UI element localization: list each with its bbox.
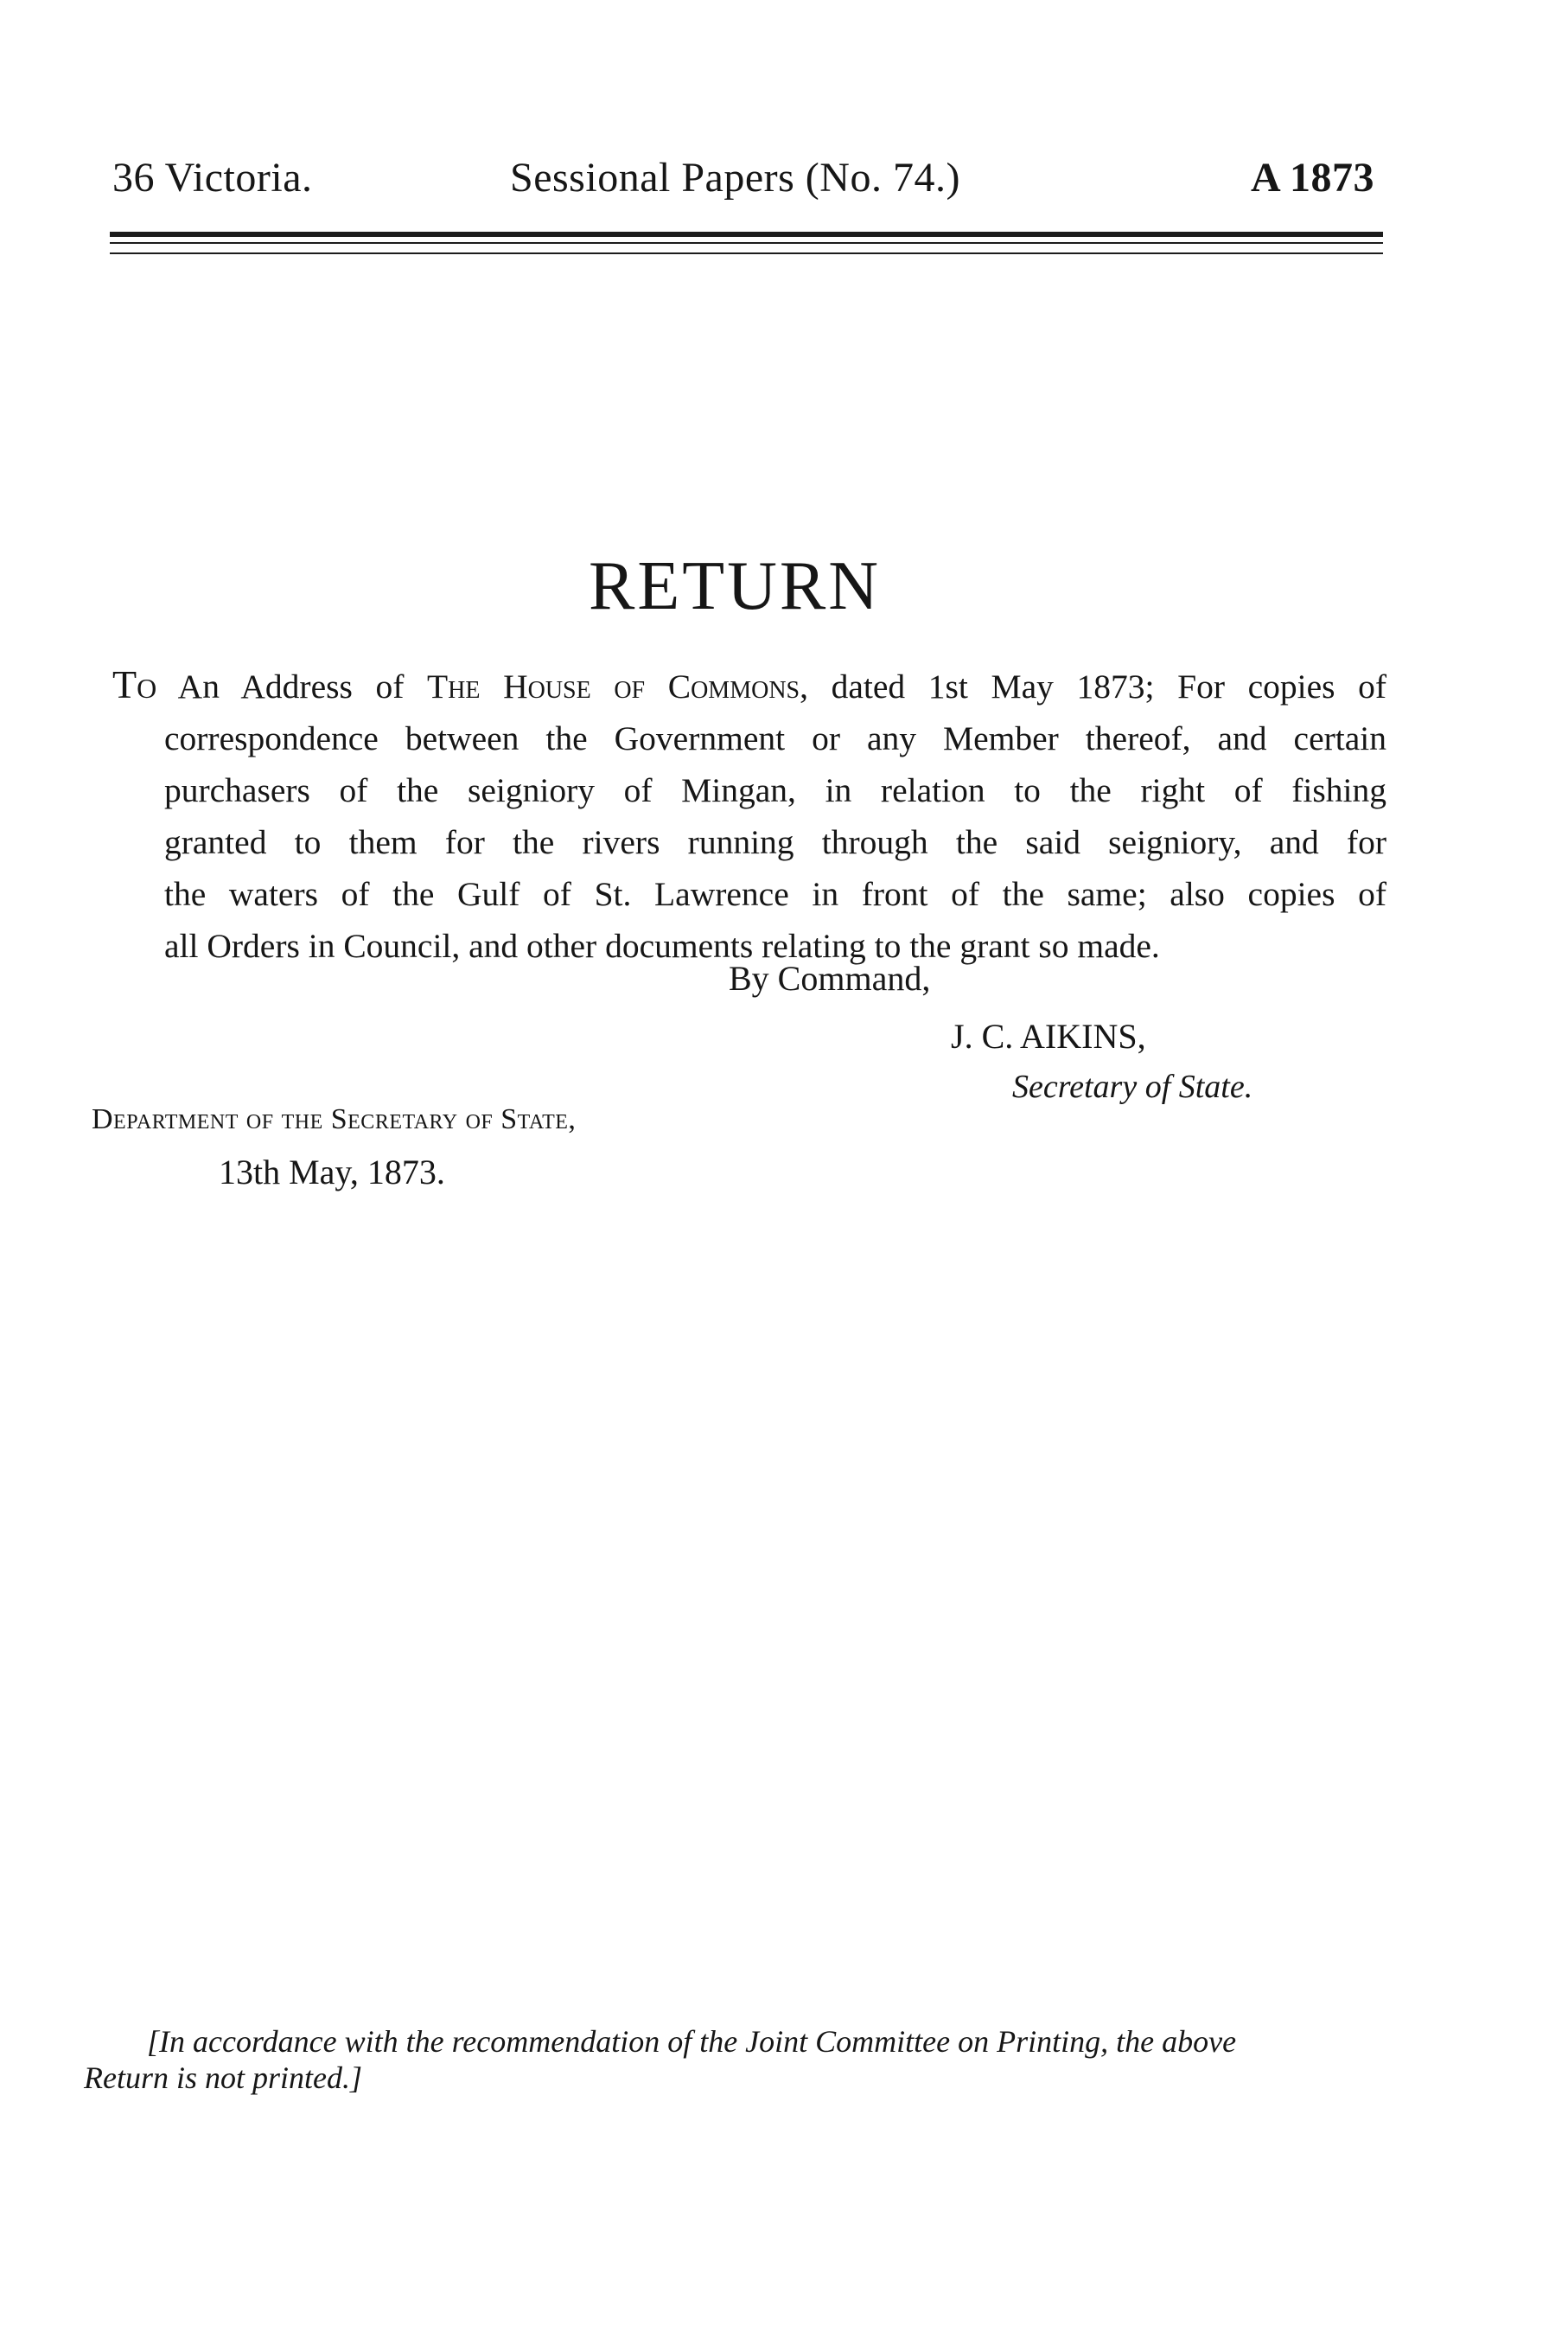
page-title: RETURN [589, 548, 881, 624]
address-line-2: correspondence between the Government or any Member thereof, and certain [164, 719, 1386, 757]
address-line-6: all Orders in Council, and other documents relating to the grant so made. [164, 927, 1160, 965]
footnote-line-1: [In accordance with the recommendation of the Joint Committee on Printing, the above [147, 2024, 1237, 2059]
header-rule-thick [110, 232, 1383, 237]
department-name: Department of the Secretary of State, [92, 1103, 577, 1135]
header-session: 36 Victoria. [112, 155, 313, 201]
address-intro: An Address of [177, 668, 405, 706]
address-line-1 [112, 659, 1386, 712]
signer-title: Secretary of State. [1012, 1069, 1253, 1105]
header-rule-thin-lower [110, 252, 1383, 254]
address-line-5: the waters of the Gulf of St. Lawrence in front of the same; also copies of [164, 875, 1386, 913]
signer-name: J. C. AIKINS, [951, 1017, 1146, 1056]
department-date: 13th May, 1873. [219, 1153, 445, 1191]
header-rule-thin [110, 242, 1383, 244]
by-command: By Command, [729, 959, 931, 998]
address-line-4: granted to them for the rivers running through the said seigniory, and for [164, 823, 1386, 861]
address-line-3: purchasers of the seigniory of Mingan, in relation to the right of fishing [164, 771, 1386, 809]
header-sessional-papers: Sessional Papers (No. 74.) [510, 155, 960, 201]
address-lead-to: To [112, 662, 157, 706]
footnote-line-2: Return is not printed.] [84, 2060, 362, 2095]
address-paragraph [112, 659, 1386, 972]
header-year: A 1873 [1251, 155, 1375, 201]
house-of-commons: The House of Commons, [427, 668, 808, 706]
address-date: dated 1st May 1873; For copies of [831, 668, 1387, 706]
